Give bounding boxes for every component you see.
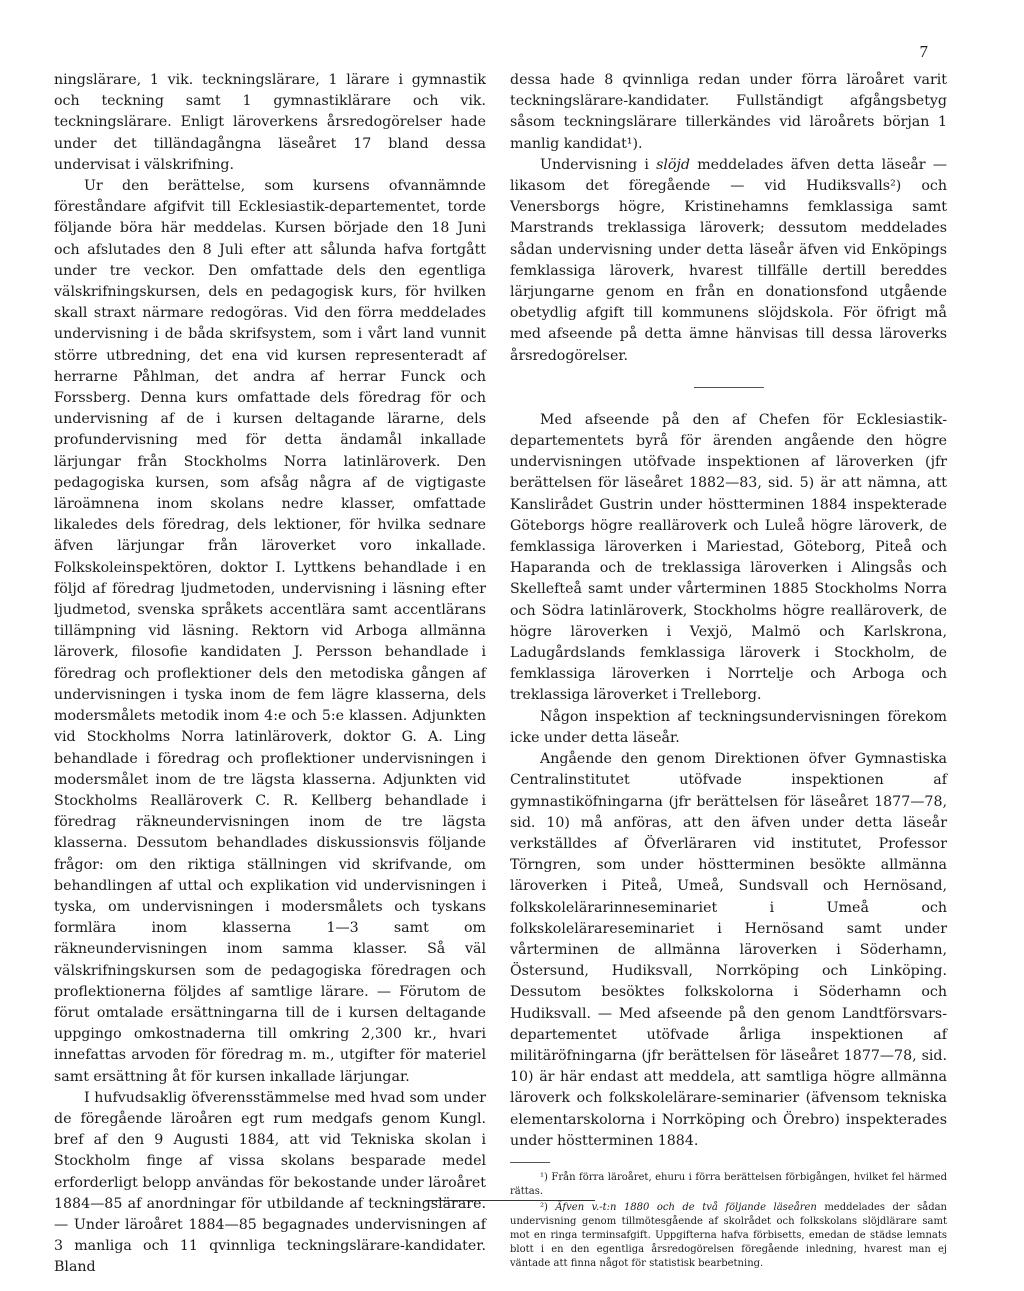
right-paragraph-3: Med afseende på den af Chefen för Ecklesiastik-departementets byrå för ärenden angående den högre undervisningen utöfvade inspektionen af läroverken (jfr berättelsen för läseåret 1882—83, sid. 5) är att nämna, att Kanslirådet Gustrin under höstterminen 1884 inspekterade Göteborgs högre realläroverk och Luleå högre läroverk, de femklassiga läroverken i Mariestad, Göteborg, Piteå och Haparanda och de treklassiga läroverken i Alingsås och Skellefteå samt under vårterminen 1885 Stockholms Norra och Södra latinläroverk, Stockholms högre realläroverk, de högre läroverken i Vexjö, Malmö och Karlskrona, Ladugårdslands femklassiga läroverk i Stockholm, de femklassiga läroverken i Norrtelje och Arboga och treklassiga läroverket i Trelleborg.: [510, 411, 947, 704]
right-column: [510, 70, 947, 1273]
page-number: 7: [919, 42, 928, 61]
left-paragraph-2: Ur den berättelse, som kursens ofvannämnde föreståndare afgifvit till Ecklesiastik-departementet, torde följande böra här meddelas. Kursen började den 18 Juni och afslutades den 8 Juli efter att sålunda hafva fortgått under tre veckor. Den omfattade dels den egentliga välskrifningskursen, dels en pedagogisk kurs, för hvilken skall straxt närmare redogöras. Vid den förra meddelades undervisning i de båda skrifsystem, som i vårt land vunnit större utbredning, det ena vid kursen representeradt af herrarne Påhlman, det andra af herrar Funck och Forssberg. Denna kurs omfattade dels föredrag för och undervisning af de i kursen deltagande lärarne, dels profundervisning med för detta ändamål inkallade lärjungar från Stockholms Norra latinläroverk. Den pedagogiska kursen, som afsåg några af de vigtigaste läroämnena inom skolans nedre klasser, omfattade likaledes dels föredrag, dels lektioner, för hvilka sednare äfven lärjungar från läroverket voro inkallade. Folkskoleinspektören, doktor I. Lyttkens behandlade i en följd af föredrag ljudmetoden, undervisning i läsning efter ljudmetod, svenska språkets accentlära samt accentlärans tillämpning vid läsning. Rektorn vid Arboga allmänna läroverk, filosofie kandidaten J. Persson behandlade i föredrag och proflektioner dels den metodiska gången af undervisningen i tyska inom de fem lägre klasserna, dels modersmålets metodik inom 4:e och 5:e klassen. Adjunkten vid Stockholms Norra latinläroverk, doktor G. A. Ling behandlade i föredrag och proflektioner undervisningen i modersmålet inom de tre lägsta klasserna. Adjunkten vid Stockholms Realläroverk C. R. Kellberg behandlade i föredrag räkneundervisningen inom de tre lägsta klasserna. Dessutom behandlades diskussionsvis följande frågor: om den riktiga ställningen vid skrifvande, om behandlingen af uttal och explikation vid undervisningen i tyska, om undervisningen i modersmålets och tyskans formlära inom klasserna 1—3 samt om räkneundervisningen inom samma klasser. Så väl välskrifningskursen som de pedagogiska föredragen och proflektionerna följdes af samtlige lärare. — Förutom de förut omtalade ersättningarna till de i kursen deltagande uppgingo omkostnaderna till omkring 2,300 kr., hvari innefattas arvoden för föredrag m. m., utgifter för materiel samt ersättning åt för kursen inkallade lärjungar.: [54, 178, 486, 1085]
footnote-divider: [510, 1162, 550, 1163]
right-paragraph-2-text: meddelades äfven detta läseår — likasom det föregående — vid Hudiksvalls²) och Venersborgs högre, Kristinehamns femklassiga samt Marstrands treklassiga läroverk; dessutom meddelades sådan undervisning under detta läseår äfven vid Enköpings femklassiga läroverk, hvarest tillfälle dertill bereddes lärjungarne genom en från en donationsfond utgående obetydlig afgift till kommunens slöjdskola. För öfrigt må med afseende på detta ämne hänvisas till dessa läroverks årsredogörelser.: [510, 156, 948, 364]
footnote-2-emphasis: Äfven v.-t:n 1880 och de två följande läseåren: [555, 1201, 817, 1213]
right-paragraph-4: Någon inspektion af teckningsundervisningen förekom icke under detta läseår.: [510, 708, 947, 746]
footnote-2-prefix: ²): [540, 1201, 556, 1213]
left-column: [54, 70, 486, 1279]
left-paragraph-1: ningslärare, 1 vik. teckningslärare, 1 lärare i gymnastik och teckning samt 1 gymnastiklärare och vik. teckningslärare. Enligt läroverkens årsredogörelser hade under det tilländagångna läseåret 17 bland dessa undervisat i välskrifning.: [54, 72, 486, 173]
right-paragraph-2: [510, 155, 947, 367]
right-paragraph-1: dessa hade 8 qvinnliga redan under förra läroåret varit teckningslärare-kandidater. Fullständigt afgångsbetyg såsom teckningslärare tillerkändes vid läroårets början 1 manlig kandidat¹).: [510, 72, 947, 152]
bottom-divider: [425, 1200, 595, 1201]
footnote-1: ¹) Från förra läroåret, ehuru i förra berättelsen förbigången, hvilket fel härmed rättas.: [510, 1171, 947, 1197]
right-paragraph-2-prefix: Undervisning i: [540, 156, 657, 173]
right-paragraph-5: Angående den genom Direktionen öfver Gymnastiska Centralinstitutet utöfvade inspektionen af gymnastiköfningarna (jfr berättelsen för läseåret 1877—78, sid. 10) må anföras, att den äfven under detta läseår verkställdes af Öfverläraren vid institutet, Professor Törngren, som under höstterminen besökte allmänna läroverken i Piteå, Umeå, Sundsvall och Hernösand, folkskolelärarinneseminariet i Umeå och folkskolelärareseminariet i Hernösand samt under vårterminen de allmänna läroverken i Söderhamn, Östersund, Hudiksvall, Norrköping och Linköping. Dessutom besöktes folkskolorna i Söderhamn och Hudiksvall. — Med afseende på den genom Landtförsvars-departementet utöfvade årliga inspektionen af militäröfningarna (jfr berättelsen för läseåret 1877—78, sid. 10) är här endast att meddela, att samtliga högre allmänna läroverk och folkskolelärare-seminarier (äfvensom tekniska elementarskolorna i Norrköping och Örebro) inspekterades under höstterminen 1884.: [510, 751, 947, 1149]
left-paragraph-3: I hufvudsaklig öfverensstämmelse med hvad som under de föregående läroåren egt rum medgafs genom Kungl. bref af den 9 Augusti 1884, att vid Tekniska skolan i Stockholm finge af vissa skolans besparade medel erforderligt belopp användas för bekostande under läroåret 1884—85 af anordningar för utbildande af teckningslärare. — Under läroåret 1884—85 begagnades undervisningen af 3 manliga och 11 qvinnliga teckningslärare-kandidater. Bland: [54, 1089, 486, 1276]
slojd-emphasis: slöjd: [656, 156, 690, 173]
footnote-2: [510, 1201, 947, 1271]
footnote-2-text: meddelades der sådan undervisning genom tillmötesgående af skolrådet och folkskolans slöjdlärare samt mot en ringa terminsafgift. Uppgifterna hafva förbisetts, emedan de städse lemnats blott i en den egentliga årsredogörelsen föregående inledning, hvarest man ej väntade att finna något för statistisk bearbetning.: [510, 1201, 947, 1269]
section-divider: [694, 387, 764, 388]
footnotes: [510, 1171, 947, 1271]
